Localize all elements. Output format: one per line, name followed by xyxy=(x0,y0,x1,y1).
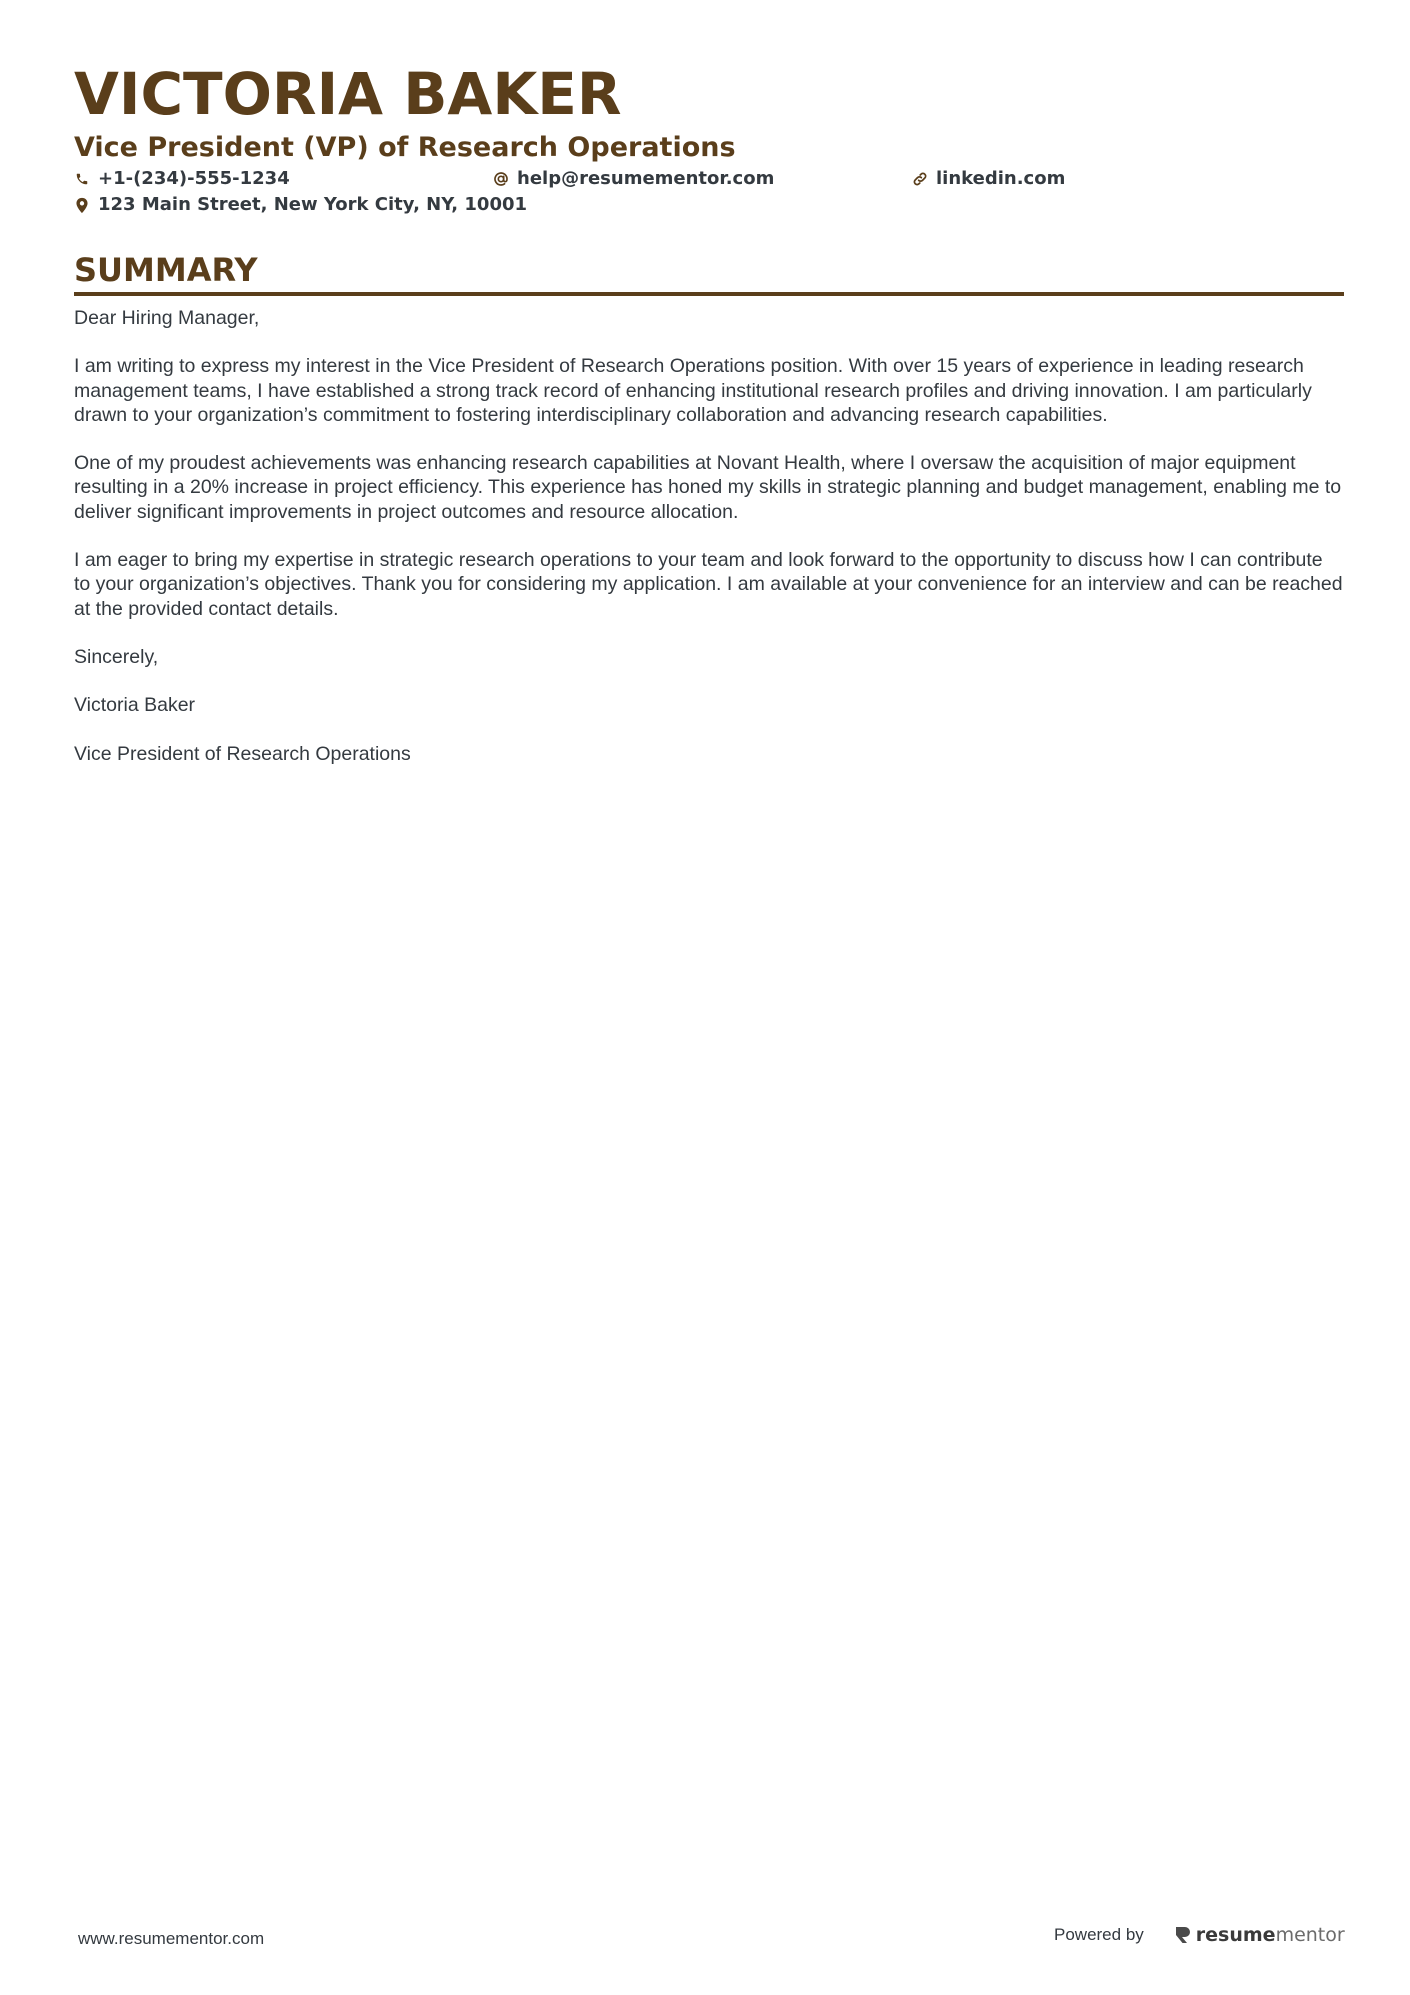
at-icon xyxy=(493,170,509,188)
letter-paragraph: One of my proudest achievements was enhancing research capabilities at Novant Health, where I oversaw the acquisition of major equipment resulting in a 20% increase in project efficiency. This experience has honed my skills in strategic planning and budget management, enabling me to deliver significant improvements in project outcomes and resource allocation. xyxy=(74,452,1342,523)
address-text: 123 Main Street, New York City, NY, 10001 xyxy=(98,194,528,215)
footer-branding xyxy=(1054,1924,1345,1946)
location-pin-icon xyxy=(74,196,90,214)
phone-icon xyxy=(74,170,90,188)
job-title: Vice President (VP) of Research Operations xyxy=(74,132,736,163)
letter-paragraph: I am eager to bring my expertise in strategic research operations to your team and look forward to the opportunity to discuss how I can contribute to your organization’s objectives. Thank you for considering my application. I am available at your convenience for an interview and can be reached at the provided contact details. xyxy=(74,549,1343,620)
candidate-name: VICTORIA BAKER xyxy=(74,60,622,128)
footer-website-link[interactable]: www.resumementor.com xyxy=(78,1929,265,1948)
section-divider xyxy=(74,292,1344,296)
contact-info xyxy=(74,166,1344,222)
closing: Sincerely, xyxy=(74,645,159,668)
signature-name: Victoria Baker xyxy=(74,694,196,717)
resumementor-logo[interactable] xyxy=(1174,1924,1345,1946)
powered-by-label: Powered by xyxy=(1054,1925,1144,1944)
link-text: linkedin.com xyxy=(936,168,1066,189)
salutation: Dear Hiring Manager, xyxy=(74,307,260,329)
contact-address xyxy=(74,192,527,218)
contact-phone[interactable] xyxy=(74,166,290,192)
phone-text: +1-(234)-555-1234 xyxy=(98,168,290,189)
contact-link[interactable] xyxy=(912,166,1065,192)
brand-bold-text: resume xyxy=(1195,1924,1276,1946)
resume-page xyxy=(74,58,1344,790)
cover-letter-body xyxy=(74,306,1344,766)
signature-title: Vice President of Research Operations xyxy=(74,742,411,765)
brand-mark-icon xyxy=(1174,1925,1192,1945)
link-icon xyxy=(912,170,928,188)
letter-paragraph: I am writing to express my interest in the Vice President of Research Operations position. With over 15 years of experience in leading research management teams, I have established a strong track record of enhancing institutional research profiles and driving innovation. I am particularly drawn to your organization’s commitment to fostering interdisciplinary collaboration and advancing research capabilities. xyxy=(74,355,1312,426)
section-title-summary: SUMMARY xyxy=(74,251,258,289)
contact-email[interactable] xyxy=(493,166,774,192)
brand-light-text: mentor xyxy=(1275,1924,1345,1946)
email-text: help@resumementor.com xyxy=(517,168,775,189)
